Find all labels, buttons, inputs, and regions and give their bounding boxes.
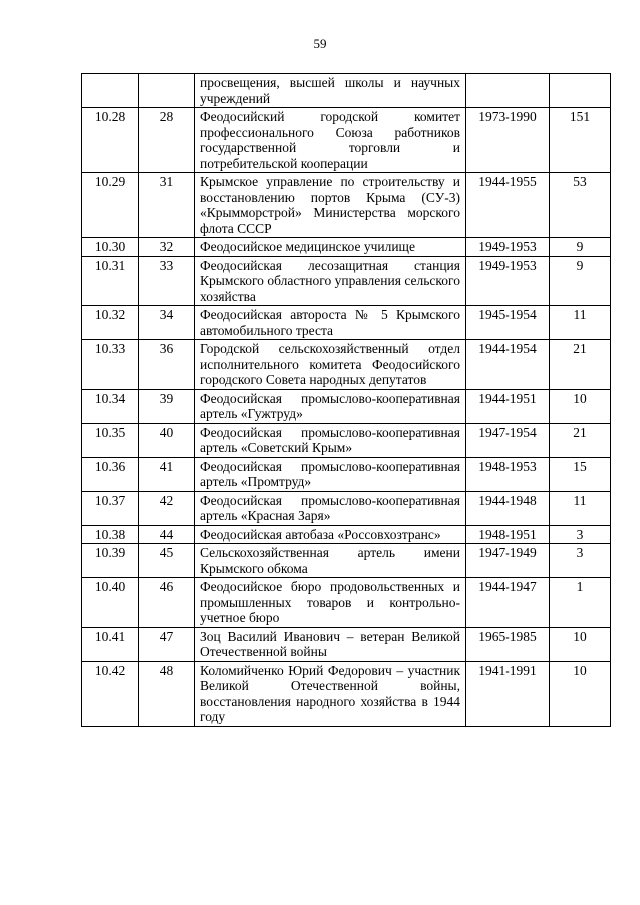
row-number-cell: 10.34 [82, 389, 139, 423]
file-count-cell: 3 [550, 525, 611, 544]
date-range-cell: 1949-1953 [466, 256, 550, 306]
fund-number-cell: 45 [139, 544, 195, 578]
file-count-cell: 10 [550, 389, 611, 423]
fund-title-cell: Феодосийская промыслово-кооперативная артель «Гужтруд» [195, 389, 466, 423]
date-range-cell: 1944-1954 [466, 340, 550, 390]
fund-title-cell: Коломийченко Юрий Федорович – участник Великой Отечественной войны, восстановления народного хозяйства в 1944 году [195, 661, 466, 726]
file-count-cell: 3 [550, 544, 611, 578]
file-count-cell: 21 [550, 340, 611, 390]
fund-number-cell: 46 [139, 578, 195, 628]
table-row [82, 423, 611, 457]
table-row [82, 661, 611, 726]
fund-title-cell: Феодосийский городской комитет профессионального Союза работников государственной торговли и потребительской кооперации [195, 108, 466, 173]
fund-title-cell: Феодосийская промыслово-кооперативная артель «Промтруд» [195, 457, 466, 491]
row-number-cell: 10.41 [82, 627, 139, 661]
table-row [82, 173, 611, 238]
fund-number-cell [139, 74, 195, 108]
fund-number-cell: 48 [139, 661, 195, 726]
date-range-cell: 1944-1951 [466, 389, 550, 423]
date-range-cell: 1941-1991 [466, 661, 550, 726]
file-count-cell: 21 [550, 423, 611, 457]
date-range-cell: 1973-1990 [466, 108, 550, 173]
archive-fund-table [81, 73, 611, 727]
file-count-cell: 1 [550, 578, 611, 628]
fund-title-cell: Феодосийское бюро продовольственных и промышленных товаров и контрольно-учетное бюро [195, 578, 466, 628]
fund-number-cell: 44 [139, 525, 195, 544]
row-number-cell [82, 74, 139, 108]
fund-number-cell: 32 [139, 238, 195, 257]
row-number-cell: 10.39 [82, 544, 139, 578]
date-range-cell: 1949-1953 [466, 238, 550, 257]
fund-title-cell: Феодосийская промыслово-кооперативная артель «Красная Заря» [195, 491, 466, 525]
file-count-cell: 10 [550, 627, 611, 661]
row-number-cell: 10.40 [82, 578, 139, 628]
date-range-cell: 1945-1954 [466, 306, 550, 340]
fund-number-cell: 33 [139, 256, 195, 306]
table-row [82, 340, 611, 390]
fund-number-cell: 39 [139, 389, 195, 423]
row-number-cell: 10.33 [82, 340, 139, 390]
row-number-cell: 10.30 [82, 238, 139, 257]
table-row [82, 238, 611, 257]
file-count-cell: 10 [550, 661, 611, 726]
date-range-cell: 1947-1949 [466, 544, 550, 578]
fund-title-cell: Феодосийская автороста № 5 Крымского автомобильного треста [195, 306, 466, 340]
file-count-cell: 11 [550, 306, 611, 340]
date-range-cell: 1947-1954 [466, 423, 550, 457]
table-row [82, 491, 611, 525]
row-number-cell: 10.32 [82, 306, 139, 340]
table-row [82, 578, 611, 628]
date-range-cell: 1948-1953 [466, 457, 550, 491]
fund-title-cell: Крымское управление по строительству и восстановлению портов Крыма (СУ-3) «Крымморстрой» Министерства морского флота СССР [195, 173, 466, 238]
fund-title-cell: Феодосийская автобаза «Россовхозтранс» [195, 525, 466, 544]
fund-number-cell: 31 [139, 173, 195, 238]
row-number-cell: 10.37 [82, 491, 139, 525]
file-count-cell: 15 [550, 457, 611, 491]
fund-title-cell: Сельскохозяйственная артель имени Крымского обкома [195, 544, 466, 578]
fund-title-cell: просвещения, высшей школы и научных учреждений [195, 74, 466, 108]
fund-number-cell: 34 [139, 306, 195, 340]
fund-number-cell: 40 [139, 423, 195, 457]
fund-number-cell: 41 [139, 457, 195, 491]
row-number-cell: 10.42 [82, 661, 139, 726]
date-range-cell: 1944-1955 [466, 173, 550, 238]
row-number-cell: 10.28 [82, 108, 139, 173]
fund-number-cell: 28 [139, 108, 195, 173]
date-range-cell: 1944-1947 [466, 578, 550, 628]
date-range-cell [466, 74, 550, 108]
table-row [82, 389, 611, 423]
file-count-cell: 151 [550, 108, 611, 173]
date-range-cell: 1965-1985 [466, 627, 550, 661]
fund-title-cell: Городской сельскохозяйственный отдел исполнительного комитета Феодосийского городского Совета народных депутатов [195, 340, 466, 390]
table-row [82, 256, 611, 306]
table-row [82, 627, 611, 661]
table-body [82, 74, 611, 727]
table-row [82, 108, 611, 173]
file-count-cell: 53 [550, 173, 611, 238]
fund-number-cell: 47 [139, 627, 195, 661]
page-number: 59 [313, 36, 327, 51]
file-count-cell: 11 [550, 491, 611, 525]
table-row [82, 74, 611, 108]
table-row [82, 525, 611, 544]
table-row [82, 306, 611, 340]
fund-title-cell: Феодосийская промыслово-кооперативная артель «Советский Крым» [195, 423, 466, 457]
date-range-cell: 1948-1951 [466, 525, 550, 544]
fund-title-cell: Феодосийская лесозащитная станция Крымского областного управления сельского хозяйства [195, 256, 466, 306]
row-number-cell: 10.29 [82, 173, 139, 238]
row-number-cell: 10.36 [82, 457, 139, 491]
file-count-cell: 9 [550, 256, 611, 306]
row-number-cell: 10.35 [82, 423, 139, 457]
fund-title-cell: Феодосийское медицинское училище [195, 238, 466, 257]
row-number-cell: 10.38 [82, 525, 139, 544]
date-range-cell: 1944-1948 [466, 491, 550, 525]
file-count-cell [550, 74, 611, 108]
fund-number-cell: 42 [139, 491, 195, 525]
fund-number-cell: 36 [139, 340, 195, 390]
row-number-cell: 10.31 [82, 256, 139, 306]
table-row [82, 457, 611, 491]
table-row [82, 544, 611, 578]
file-count-cell: 9 [550, 238, 611, 257]
fund-title-cell: Зоц Василий Иванович – ветеран Великой Отечественной войны [195, 627, 466, 661]
